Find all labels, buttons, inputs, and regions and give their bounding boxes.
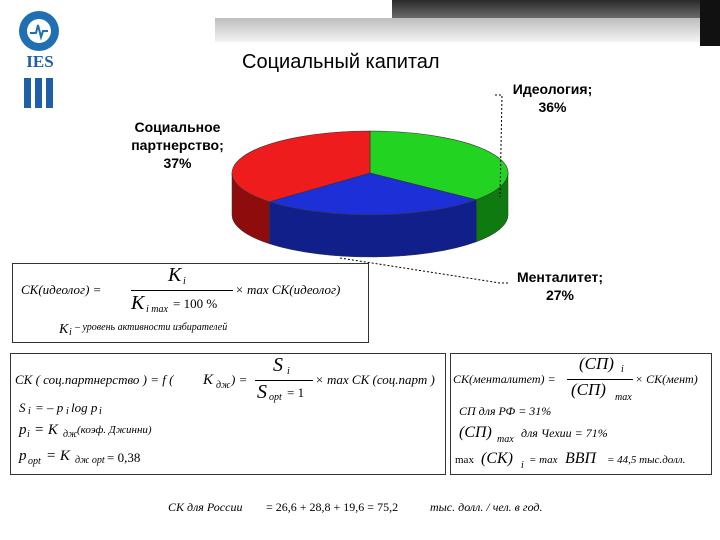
f3-den-sub: max	[615, 392, 632, 403]
pie-label-ideology-value: 36%	[538, 99, 567, 115]
f2-l1-den: S	[257, 381, 267, 403]
bottom-summary	[168, 500, 588, 520]
f3-num: (CП)	[579, 354, 614, 373]
pie-label-partnership-name1: Социальное	[134, 119, 221, 135]
f1-fraction-line	[131, 290, 233, 291]
f2-l2-log: log p	[71, 400, 98, 415]
f1-lhs: CK(идеолог) =	[21, 282, 102, 297]
f2-l2-sub3: i	[99, 406, 102, 417]
f3-rhs: × CK(мент)	[635, 372, 698, 386]
f3-l3-sub: max	[497, 434, 514, 445]
f1-note-sub: i	[69, 327, 72, 338]
pie-label-mentality-value: 27%	[545, 287, 575, 303]
f3-lhs: CK(менталитет) =	[453, 372, 556, 386]
f3-l4-max: max	[455, 454, 474, 466]
f3-l4-var: (CK)	[481, 450, 513, 467]
f1-num-sub: i	[183, 276, 186, 287]
formula-box-ideology	[12, 263, 369, 343]
bottom-rest: тыс. долл. / чел. в год.	[430, 500, 543, 514]
f2-l3-mid: = K	[34, 422, 58, 438]
f2-l1-mid: ) =	[231, 372, 248, 387]
pie-label-mentality	[505, 268, 615, 304]
f1-den: K	[131, 292, 145, 314]
f1-num: K	[168, 264, 182, 286]
slide-title: Социальный капитал	[242, 51, 440, 73]
pie-label-mentality-name: Менталитет;	[516, 269, 604, 285]
f2-l3-sub2: дж	[63, 429, 78, 440]
f2-l3-p: p	[19, 422, 27, 438]
f1-den-rest: = 100 %	[173, 296, 218, 311]
f2-l1-ksub: дж	[216, 380, 231, 391]
f2-l4-p-sub: opt	[28, 456, 41, 467]
f2-l2-s-sub: i	[28, 406, 31, 417]
f2-l4-sub2: дж opt	[75, 455, 105, 466]
f1-note-var: K	[59, 322, 69, 337]
f2-l4-p: p	[19, 448, 27, 464]
f3-line2: CП для РФ = 31%	[459, 404, 552, 418]
f3-l3-var: (CП)	[459, 424, 492, 441]
pie-label-ideology-name: Идеология;	[512, 81, 593, 97]
f2-l1-k: K	[203, 372, 214, 388]
f3-num-sub: i	[621, 364, 624, 375]
f3-l4-vvp: ВВП	[565, 450, 597, 467]
pie-label-partnership	[120, 118, 235, 172]
f2-l1-num-sub: i	[287, 366, 290, 377]
f2-l1-num: S	[273, 354, 283, 376]
f2-l2-s: S	[19, 400, 26, 415]
logo-text: IES	[26, 52, 54, 71]
bottom-eq: = 26,6 + 28,8 + 19,6 = 75,2	[266, 500, 399, 514]
bottom-lhs: CK для России	[168, 500, 243, 514]
f3-den: (CП)	[571, 380, 606, 399]
f3-l4-rest: = 44,5 тыс.долл.	[607, 454, 686, 466]
f1-note: – уровень активности избирателей	[75, 322, 228, 333]
pie-label-ideology	[500, 80, 605, 116]
f2-l2-sub2: i	[66, 406, 69, 417]
f3-l3-rest: для Чехии = 71%	[521, 426, 608, 440]
f3-l4-mid: = max	[529, 454, 558, 466]
f2-l1-lhs: CK ( соц.партнерство ) = f (	[15, 372, 174, 387]
f1-den-sub: i max	[146, 304, 168, 315]
f2-l4-mid: = K	[46, 448, 70, 464]
f2-l4-rest: = 0,38	[107, 450, 141, 465]
pie-label-partnership-value: 37%	[163, 155, 192, 171]
pie-label-partnership-name2: партнерство;	[131, 137, 224, 153]
f2-l3-rest: (коэф. Джинни)	[77, 424, 152, 436]
f1-rhs: × max CK(идеолог)	[235, 282, 341, 297]
f2-l1-den-sub: opt	[269, 392, 282, 403]
f2-l1-rhs: × max CK (соц.парт )	[315, 372, 435, 387]
f3-l4-sub: i	[521, 460, 524, 471]
f2-l3-p-sub: i	[27, 429, 30, 440]
formula-box-partnership	[10, 353, 446, 475]
formula-box-mentality	[450, 353, 712, 475]
f2-l1-den-rest: = 1	[287, 385, 305, 400]
f2-l2-rest: = – p	[35, 400, 64, 415]
